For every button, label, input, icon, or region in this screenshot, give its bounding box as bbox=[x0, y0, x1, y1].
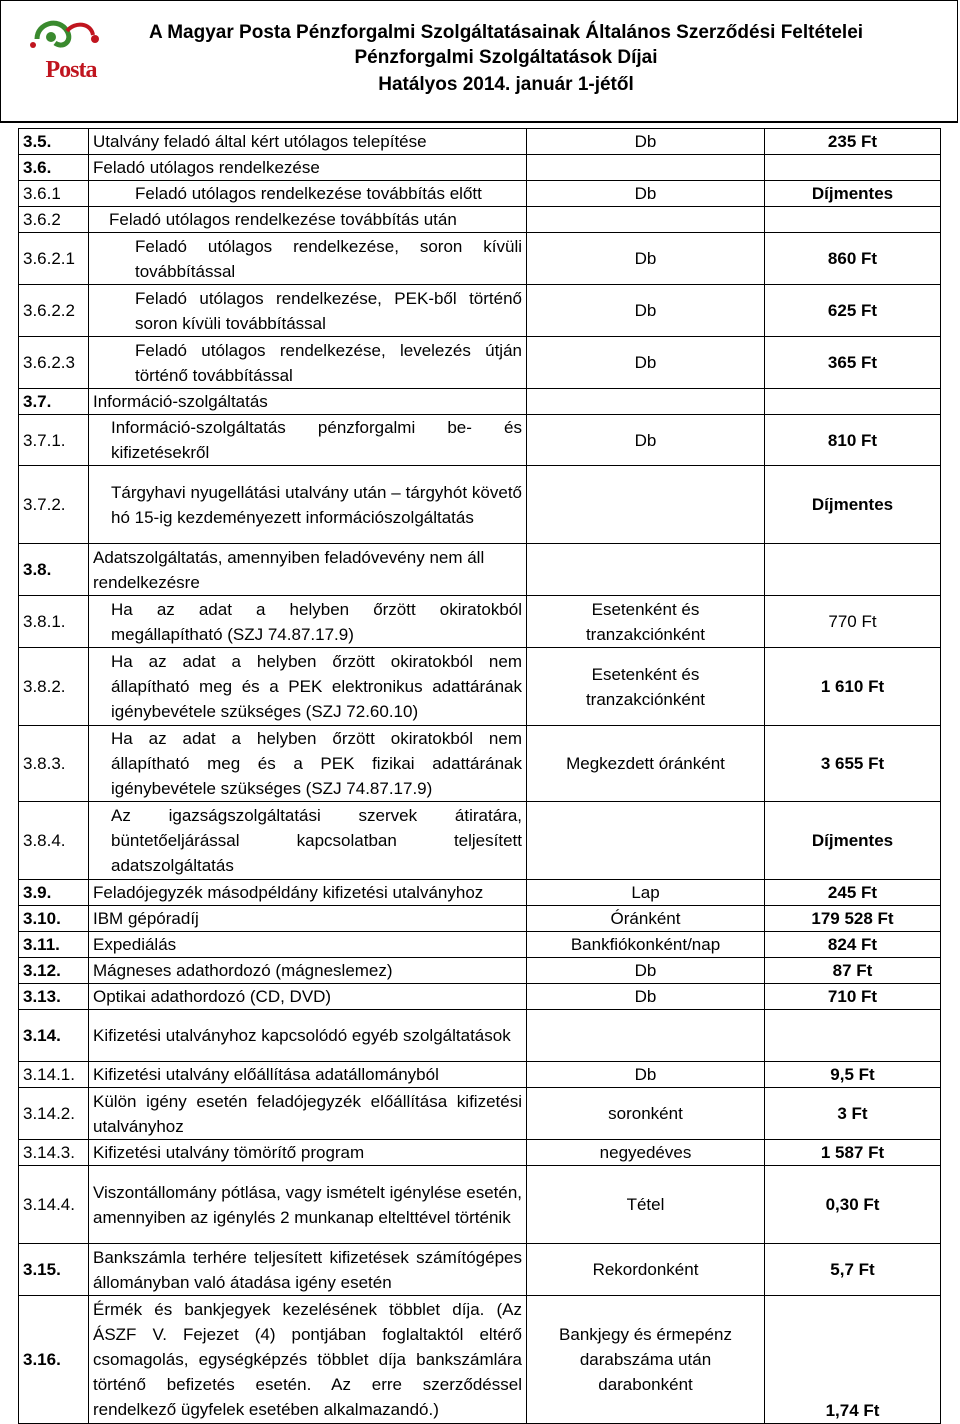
row-description: Viszontállomány pótlása, vagy ismételt igénylése esetén, amennyiben az igénylés 2 munkanap eltelttével történik bbox=[89, 1166, 527, 1244]
row-description: Az igazságszolgáltatási szervek átiratára, büntetőeljárással kapcsolatban teljesített adatszolgáltatás bbox=[89, 802, 527, 880]
row-price: 1 587 Ft bbox=[765, 1140, 941, 1166]
row-number: 3.5. bbox=[19, 129, 89, 155]
row-number: 3.13. bbox=[19, 984, 89, 1010]
row-unit: Megkezdett óránként bbox=[527, 726, 765, 802]
row-description: Adatszolgáltatás, amennyiben feladóvevény nem áll rendelkezésre bbox=[89, 544, 527, 596]
row-price bbox=[765, 389, 941, 415]
row-number: 3.8.4. bbox=[19, 802, 89, 880]
row-price: 770 Ft bbox=[765, 596, 941, 648]
row-price: 365 Ft bbox=[765, 337, 941, 389]
row-number: 3.6.2.2 bbox=[19, 285, 89, 337]
table-row bbox=[19, 415, 941, 466]
table-row bbox=[19, 1244, 941, 1296]
row-price: 3 655 Ft bbox=[765, 726, 941, 802]
row-description: Mágneses adathordozó (mágneslemez) bbox=[89, 958, 527, 984]
row-description: IBM gépóradíj bbox=[89, 906, 527, 932]
row-description: Feladó utólagos rendelkezése, soron kívüli továbbítással bbox=[89, 233, 527, 285]
table-row bbox=[19, 181, 941, 207]
row-number: 3.16. bbox=[19, 1296, 89, 1424]
document-header bbox=[0, 0, 958, 123]
table-row bbox=[19, 1296, 941, 1424]
row-number: 3.7.1. bbox=[19, 415, 89, 466]
table-row bbox=[19, 726, 941, 802]
table-row bbox=[19, 596, 941, 648]
row-unit: Db bbox=[527, 1062, 765, 1088]
row-price: 824 Ft bbox=[765, 932, 941, 958]
row-number: 3.12. bbox=[19, 958, 89, 984]
row-unit: Bankfiókonként/nap bbox=[527, 932, 765, 958]
row-price: 235 Ft bbox=[765, 129, 941, 155]
row-unit: Db bbox=[527, 337, 765, 389]
header-title: A Magyar Posta Pénzforgalmi Szolgáltatásainak Általános Szerződési Feltételei bbox=[148, 22, 864, 43]
table-row bbox=[19, 648, 941, 726]
row-unit: Db bbox=[527, 984, 765, 1010]
row-unit: Db bbox=[527, 233, 765, 285]
header-subtitle: Pénzforgalmi Szolgáltatások Díjai bbox=[354, 47, 658, 68]
row-description: Kifizetési utalványhoz kapcsolódó egyéb szolgáltatások bbox=[89, 1010, 527, 1062]
row-price: 1 610 Ft bbox=[765, 648, 941, 726]
row-unit: Tétel bbox=[527, 1166, 765, 1244]
row-unit: Bankjegy és érmepénz darabszáma után darabonként bbox=[527, 1296, 765, 1424]
table-row bbox=[19, 285, 941, 337]
row-price: 5,7 Ft bbox=[765, 1244, 941, 1296]
table-row bbox=[19, 932, 941, 958]
row-number: 3.11. bbox=[19, 932, 89, 958]
table-row bbox=[19, 544, 941, 596]
row-price: 860 Ft bbox=[765, 233, 941, 285]
table-row bbox=[19, 155, 941, 181]
row-unit: Esetenként és tranzakciónként bbox=[527, 648, 765, 726]
row-price: Díjmentes bbox=[765, 802, 941, 880]
row-unit: soronként bbox=[527, 1088, 765, 1140]
table-row bbox=[19, 129, 941, 155]
row-unit: Db bbox=[527, 958, 765, 984]
row-number: 3.14.4. bbox=[19, 1166, 89, 1244]
row-description: Információ-szolgáltatás pénzforgalmi be- és kifizetésekről bbox=[89, 415, 527, 466]
table-row bbox=[19, 958, 941, 984]
row-price: 179 528 Ft bbox=[765, 906, 941, 932]
table-row bbox=[19, 1140, 941, 1166]
row-description: Külön igény esetén feladójegyzék előállítása kifizetési utalványhoz bbox=[89, 1088, 527, 1140]
row-unit bbox=[527, 802, 765, 880]
row-description: Ha az adat a helyben őrzött okiratokból megállapítható (SZJ 74.87.17.9) bbox=[89, 596, 527, 648]
row-unit bbox=[527, 544, 765, 596]
row-number: 3.9. bbox=[19, 880, 89, 906]
row-number: 3.6.1 bbox=[19, 181, 89, 207]
row-price: 1,74 Ft bbox=[765, 1296, 941, 1424]
table-row bbox=[19, 1062, 941, 1088]
row-description: Expediálás bbox=[89, 932, 527, 958]
table-row bbox=[19, 1088, 941, 1140]
row-number: 3.6.2.1 bbox=[19, 233, 89, 285]
table-row bbox=[19, 802, 941, 880]
table-row bbox=[19, 337, 941, 389]
row-description: Kifizetési utalvány előállítása adatállományból bbox=[89, 1062, 527, 1088]
table-row bbox=[19, 207, 941, 233]
row-unit: Esetenként és tranzakciónként bbox=[527, 596, 765, 648]
row-description: Ha az adat a helyben őrzött okiratokból nem állapítható meg és a PEK elektronikus adattárának igénybevétele szükséges (SZJ 72.60.10) bbox=[89, 648, 527, 726]
row-unit bbox=[527, 466, 765, 544]
row-number: 3.6.2.3 bbox=[19, 337, 89, 389]
row-price bbox=[765, 155, 941, 181]
row-unit: Db bbox=[527, 129, 765, 155]
header-effective-date: Hatályos 2014. január 1-jétől bbox=[378, 74, 634, 95]
row-price: Díjmentes bbox=[765, 466, 941, 544]
row-unit: Db bbox=[527, 181, 765, 207]
row-number: 3.8.2. bbox=[19, 648, 89, 726]
row-price bbox=[765, 544, 941, 596]
row-description: Tárgyhavi nyugellátási utalvány után – tárgyhót követő hó 15-ig kezdeményezett információszolgáltatás bbox=[89, 466, 527, 544]
row-description: Feladó utólagos rendelkezése, PEK-ből történő soron kívüli továbbítással bbox=[89, 285, 527, 337]
row-unit bbox=[527, 1010, 765, 1062]
row-number: 3.14.2. bbox=[19, 1088, 89, 1140]
table-row bbox=[19, 389, 941, 415]
row-description: Érmék és bankjegyek kezelésének többlet díja. (Az ÁSZF V. Fejezet (4) pontjában foglaltaktól eltérő csomagolás, egységképzés többlet díja bankszámlára történő befizetés esetén. Az erre szerződéssel rendelkező ügyfelek esetében alkalmazandó.) bbox=[89, 1296, 527, 1424]
row-description: Feladó utólagos rendelkezése továbbítás után bbox=[89, 207, 527, 233]
fee-table bbox=[18, 128, 941, 1424]
row-description: Bankszámla terhére teljesített kifizetések számítógépes állományban való átadása igény esetén bbox=[89, 1244, 527, 1296]
row-number: 3.6.2 bbox=[19, 207, 89, 233]
row-description: Információ-szolgáltatás bbox=[89, 389, 527, 415]
row-price: Díjmentes bbox=[765, 181, 941, 207]
row-number: 3.10. bbox=[19, 906, 89, 932]
row-unit: Db bbox=[527, 415, 765, 466]
posta-logo bbox=[15, 9, 135, 114]
row-price: 0,30 Ft bbox=[765, 1166, 941, 1244]
table-row bbox=[19, 1010, 941, 1062]
row-description: Feladó utólagos rendelkezése továbbítás előtt bbox=[89, 181, 527, 207]
row-description: Utalvány feladó által kért utólagos telepítése bbox=[89, 129, 527, 155]
row-description: Feladójegyzék másodpéldány kifizetési utalványhoz bbox=[89, 880, 527, 906]
row-unit: Óránként bbox=[527, 906, 765, 932]
row-description: Feladó utólagos rendelkezése bbox=[89, 155, 527, 181]
table-row bbox=[19, 466, 941, 544]
row-number: 3.7.2. bbox=[19, 466, 89, 544]
logo-text: Posta bbox=[45, 57, 97, 83]
row-price: 245 Ft bbox=[765, 880, 941, 906]
row-unit bbox=[527, 207, 765, 233]
row-unit: Db bbox=[527, 285, 765, 337]
row-number: 3.8.1. bbox=[19, 596, 89, 648]
row-price: 3 Ft bbox=[765, 1088, 941, 1140]
row-price: 9,5 Ft bbox=[765, 1062, 941, 1088]
row-number: 3.8.3. bbox=[19, 726, 89, 802]
row-price: 810 Ft bbox=[765, 415, 941, 466]
table-row bbox=[19, 1166, 941, 1244]
row-number: 3.15. bbox=[19, 1244, 89, 1296]
row-price: 87 Ft bbox=[765, 958, 941, 984]
table-row bbox=[19, 233, 941, 285]
table-row bbox=[19, 906, 941, 932]
table-row bbox=[19, 880, 941, 906]
row-number: 3.6. bbox=[19, 155, 89, 181]
row-unit bbox=[527, 389, 765, 415]
row-unit bbox=[527, 155, 765, 181]
row-description: Feladó utólagos rendelkezése, levelezés útján történő továbbítással bbox=[89, 337, 527, 389]
row-price: 710 Ft bbox=[765, 984, 941, 1010]
row-number: 3.8. bbox=[19, 544, 89, 596]
row-price: 625 Ft bbox=[765, 285, 941, 337]
table-row bbox=[19, 984, 941, 1010]
row-unit: negyedéves bbox=[527, 1140, 765, 1166]
row-number: 3.14.3. bbox=[19, 1140, 89, 1166]
row-description: Optikai adathordozó (CD, DVD) bbox=[89, 984, 527, 1010]
row-description: Ha az adat a helyben őrzött okiratokból nem állapítható meg és a PEK fizikai adattárának igénybevétele szükséges (SZJ 74.87.17.9) bbox=[89, 726, 527, 802]
row-price bbox=[765, 207, 941, 233]
row-unit: Lap bbox=[527, 880, 765, 906]
row-price bbox=[765, 1010, 941, 1062]
row-unit: Rekordonként bbox=[527, 1244, 765, 1296]
row-number: 3.14.1. bbox=[19, 1062, 89, 1088]
row-number: 3.7. bbox=[19, 389, 89, 415]
row-number: 3.14. bbox=[19, 1010, 89, 1062]
row-description: Kifizetési utalvány tömörítő program bbox=[89, 1140, 527, 1166]
